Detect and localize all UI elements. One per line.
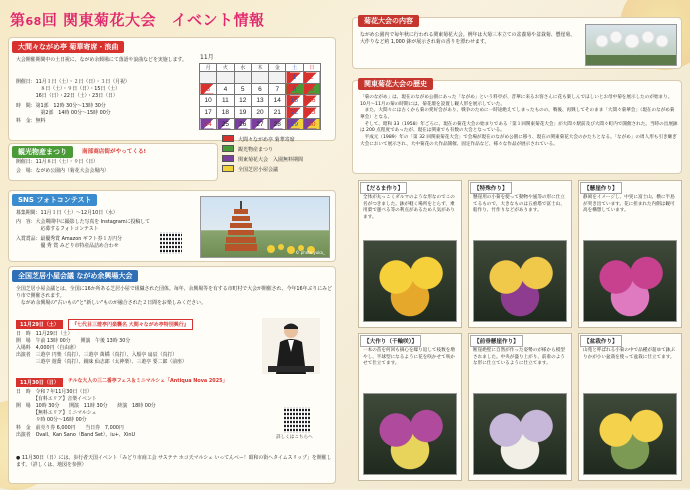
card-photo <box>363 240 457 322</box>
calendar-day: 2 <box>303 72 320 84</box>
day2-info: 日 時 令和７年11月30日（日） 【有料エリア】音楽イベント 開 場 10時 30分 開演 11時 30分 終演 18時 00分 【無料エリア】ミニマルシェ ９時 00分～16時 00分 料 金 前売り券 6,000円 当日券 7,000円 出演者 Ovall、Kan Sano（Band Set）、iu+、XinU <box>16 389 156 438</box>
sns-prize: 入賞賞品：最優秀賞 Amazon ギフト券１万円分 優 秀 賞 みどり市特産品詰め合わせ <box>16 236 123 250</box>
calendar-header-tue: 火 <box>217 64 234 72</box>
legend-rakugo: 大間々ながめ亭 菊華寄席 <box>238 137 295 143</box>
calendar-day: 1 <box>286 72 303 84</box>
calendar-day: 10 <box>200 95 217 107</box>
card-photo <box>583 240 677 322</box>
naiyou-photo <box>585 24 677 66</box>
calendar-day: 12 <box>234 95 251 107</box>
legend-swatch-rakugo <box>222 135 234 142</box>
card-body: 山苑と呼ばれる小菊の中で品種が超ゆて鉢ぶりかが小い盆栽を使って盆栽に仕立てます。 <box>583 348 675 360</box>
sns-method: 内 容：大会期間中に撮影した写真を Instagramに投稿して 応募するフォトコンテスト <box>16 219 151 233</box>
legend-swatch-shibai <box>222 165 234 172</box>
calendar-day: 25 <box>217 118 234 130</box>
naiyou-body: ながめ公園内で毎年秋に行われる関東菊花大会。例年は大菊三本立ての盆養菊や盆栽菊、懸崖菊、大作りなど約 1,000 鉢が展示され菊の香りを漂わせます。 <box>360 32 576 46</box>
title-text: 回 関東菊花大会 イベント情報 <box>41 11 265 29</box>
calendar-week <box>200 107 321 119</box>
card-body: 一本の苗を何回も摘心を繰り返して枝数を増やし、半球型になるように花を咲かせて咲かせて仕立てます。 <box>363 348 455 367</box>
calendar-month: 11月 <box>200 54 214 61</box>
bussan-highlight: 南部商店街がやってくる! <box>82 149 147 155</box>
calendar-day <box>234 72 251 84</box>
calendar-day: 28 <box>269 118 286 130</box>
card-body: 静岡をイメージし、中実に富士山、横に半島が突き出ています。花に担まれた内側は観可高を構想しています。 <box>583 195 675 214</box>
rakugo-body: 大会開催期間中の土日祝に、ながめ余興場にて落語や浪曲などを実施します。 <box>16 57 187 63</box>
calendar-header-sun: 日 <box>303 64 320 72</box>
calendar-header-thu: 木 <box>251 64 268 72</box>
calendar-day <box>269 72 286 84</box>
card-title: 【特殊作り】 <box>470 182 512 194</box>
calendar-day <box>200 72 217 84</box>
legend-bussan: 観光物産まつり <box>238 147 274 153</box>
day1-label: 『七代目三遊亭円楽襲名 大間々ながめ亭特別興行』 <box>68 319 193 330</box>
day2-label: チルな大人の三二番亭フェス＆ミニマルシェ「Antiqua Nova 2025」 <box>68 378 228 384</box>
pagoda-illustration <box>201 197 330 258</box>
legend-swatch-free <box>222 155 234 162</box>
calendar-day: 23 <box>303 107 320 119</box>
calendar-day: 4 <box>217 83 234 95</box>
calendar-header-sat: 土 <box>286 64 303 72</box>
shibai-body: 全国芝居小屋会議とは、全国に16か所ある芝居小屋で組織された団体。毎年、余興場等を有する市町村で大会が開催され、今年16年ぶりにみどり市で開催されます。 ながめ余興場の"古いもの"と"新しい"ものが融合された２日間をお楽しみください。 <box>16 286 332 307</box>
sns-title: SNS フォトコンテスト <box>12 194 97 206</box>
card-body: 断崖絶壁に自然が作った姿勢のが様から模型されました。中央が盛り上がり、前垂のような形に仕立ているように仕立てます。 <box>473 348 565 367</box>
calendar-day: 17 <box>200 107 217 119</box>
calendar-day <box>251 72 268 84</box>
calendar-day: 22 <box>286 107 303 119</box>
card-photo <box>583 393 677 475</box>
card-title: 【盆栽作り】 <box>580 335 622 347</box>
rakugo-times: 時 間：第1部 12時 30分～13時 30分 第2部 14時 00分～15時 00分 <box>16 103 111 117</box>
calendar-day: 9 <box>303 83 320 95</box>
calendar-week <box>200 95 321 107</box>
calendar-day: 20 <box>251 107 268 119</box>
calendar-header-fri: 金 <box>269 64 286 72</box>
card-body: 懸崖用の小菊を使って動物や風等の形に仕立てるもので、大きなものは五重塔で富士山、船作り、竹作りなどがあります。 <box>473 195 565 214</box>
calendar-day: 5 <box>234 83 251 95</box>
calendar-header-wed: 水 <box>234 64 251 72</box>
card-title: 【だるま作り】 <box>360 182 407 194</box>
calendar-day: 7 <box>269 83 286 95</box>
calendar-day: 6 <box>251 83 268 95</box>
rakugo-dates: 開催日：11月１日（土）・２日（日）・３日（月祝） ８日（土）・９日（日）・15日（土） 16日（日）・22日（土）・23日（日） <box>16 79 130 100</box>
calendar-week <box>200 72 321 84</box>
calendar-day: 30 <box>303 118 320 130</box>
shibai-footer: ● 11月30日（日）には、歩行者天国イベント「みどり市商工会 サステナ ホコ天マルシェ いってんべー！昭和の街へタイムスリップ」を開催します。（詳しくは、地図を参照） <box>16 455 332 469</box>
naiyou-title: 菊花大会の内容 <box>358 15 419 27</box>
shibai-qr-code[interactable] <box>284 407 310 433</box>
sns-period: 募集期間：11月１日（土）～12月10日（水） <box>16 210 118 216</box>
legend-shibai: 全国芝居小屋会議 <box>238 167 279 173</box>
qr-label: 詳しくはこちらへ <box>276 435 313 440</box>
calendar-day: 11 <box>217 95 234 107</box>
calendar-day: 19 <box>234 107 251 119</box>
rakugo-fee: 料 金：無料 <box>16 118 46 124</box>
sns-qr-code[interactable] <box>160 232 182 254</box>
pagoda-photo <box>200 196 330 258</box>
card-title: 【大作り（千輪咲）】 <box>360 335 421 347</box>
card-photo <box>473 240 567 322</box>
naiyou-illustration <box>586 25 677 66</box>
calendar-week <box>200 83 321 95</box>
legend-free: 関東菊花大会 入園無料期間 <box>238 157 304 163</box>
performer-photo <box>262 318 320 374</box>
card-title: 【懸崖作り】 <box>580 182 622 194</box>
shibai-title: 全国芝居小屋会議 ながめ余興場大会 <box>12 270 138 282</box>
calendar-day <box>217 72 234 84</box>
calendar-header-mon: 月 <box>200 64 217 72</box>
page-title <box>10 9 265 30</box>
title-prefix: 第 <box>10 11 26 29</box>
rakugo-title: 大間々ながめ亭 菊華寄席・浪曲 <box>12 41 124 53</box>
calendar-day: 3 <box>200 83 217 95</box>
calendar-day: 24 <box>200 118 217 130</box>
bussan-title: 観光物産まつり <box>12 146 73 158</box>
photo-credit-text: photo.yuka_ <box>300 250 325 256</box>
calendar-day: 8 <box>286 83 303 95</box>
photo-credit: © photo.yuka_ <box>295 250 325 256</box>
bussan-place: 会 場：ながめ公園内（菊花大会会場内） <box>16 168 109 174</box>
calendar-day: 26 <box>234 118 251 130</box>
card-title: 【前垂懸崖作り】 <box>470 335 523 347</box>
calendar-week <box>200 118 321 130</box>
calendar-day: 18 <box>217 107 234 119</box>
day1-date: 11月29日（土） <box>16 320 63 329</box>
performer-illustration <box>262 318 320 374</box>
card-body: 全体が丸っこくダルマのような形なのでこの名がつきました。鉢が軽く場所をとらず、乗用菓で運べる等の利点があるため人気があります。 <box>363 195 455 220</box>
rekishi-body: 「菊のながめ」は、現在のながめ公園にあった「ながめ」という料亭が、昔華に来るお客さんに花も楽しんでほしいとお母中菊を展示したのが始まり。10月～11月の菊の時期には、菊花壇を設置し観人形を展示していた。 また、大間々には古くから菊の愛好会があり、戦争のために一時途絶えてしまったものの、戦後、再興してそのまま「大間々菊華会」（現在のながめ菊華会）となる。 そして、昭和 33（1958）年ごろに、現在の菊花大会の始まりである「第１回関東菊花大会」が大間々駅前及び大間々町内で開催された。当時の出展鉢は 200 点程度であったが、現在は関東でも有数の大会となっている。 平成元（1989）年の「第 32 回関東菊花大会」で会場が現在のながめ公園に移り、現在の関東菊花大会のかたちとなる。「ながめ」の周人形も引き継ぎ大会において展示され、大中菊花の大作品開催、固定作品など、様々な作品が展示されている。 <box>360 95 678 147</box>
title-number: 68 <box>25 15 42 28</box>
bussan-dates: 開催日：11月８日（土）・９日（日） <box>16 159 99 165</box>
card-photo <box>473 393 567 475</box>
calendar-day: 14 <box>269 95 286 107</box>
calendar-day: 16 <box>303 95 320 107</box>
calendar-day: 13 <box>251 95 268 107</box>
card-photo <box>363 393 457 475</box>
calendar-day: 15 <box>286 95 303 107</box>
day2-date: 11月30日（日） <box>16 378 63 387</box>
day1-info: 日 時 11月29日（土） 開 場 午前 13時 00分 開演 午後 13時 30分 入場料 4,000円（自由席） 出演者 三遊亭 円楽（真打）、三遊亭 萬橘（真打）、入船亭 扇辰（真打） 三遊亭 遊喬（真打）、鏡味 仙志郎（太神楽）、三遊亭 要二郎（前座） <box>16 331 187 366</box>
legend-swatch-bussan <box>222 145 234 152</box>
calendar-day: 21 <box>269 107 286 119</box>
event-calendar <box>199 63 321 130</box>
rekishi-title: 関東菊花大会の歴史 <box>358 78 433 90</box>
calendar-day: 29 <box>286 118 303 130</box>
calendar-day: 27 <box>251 118 268 130</box>
